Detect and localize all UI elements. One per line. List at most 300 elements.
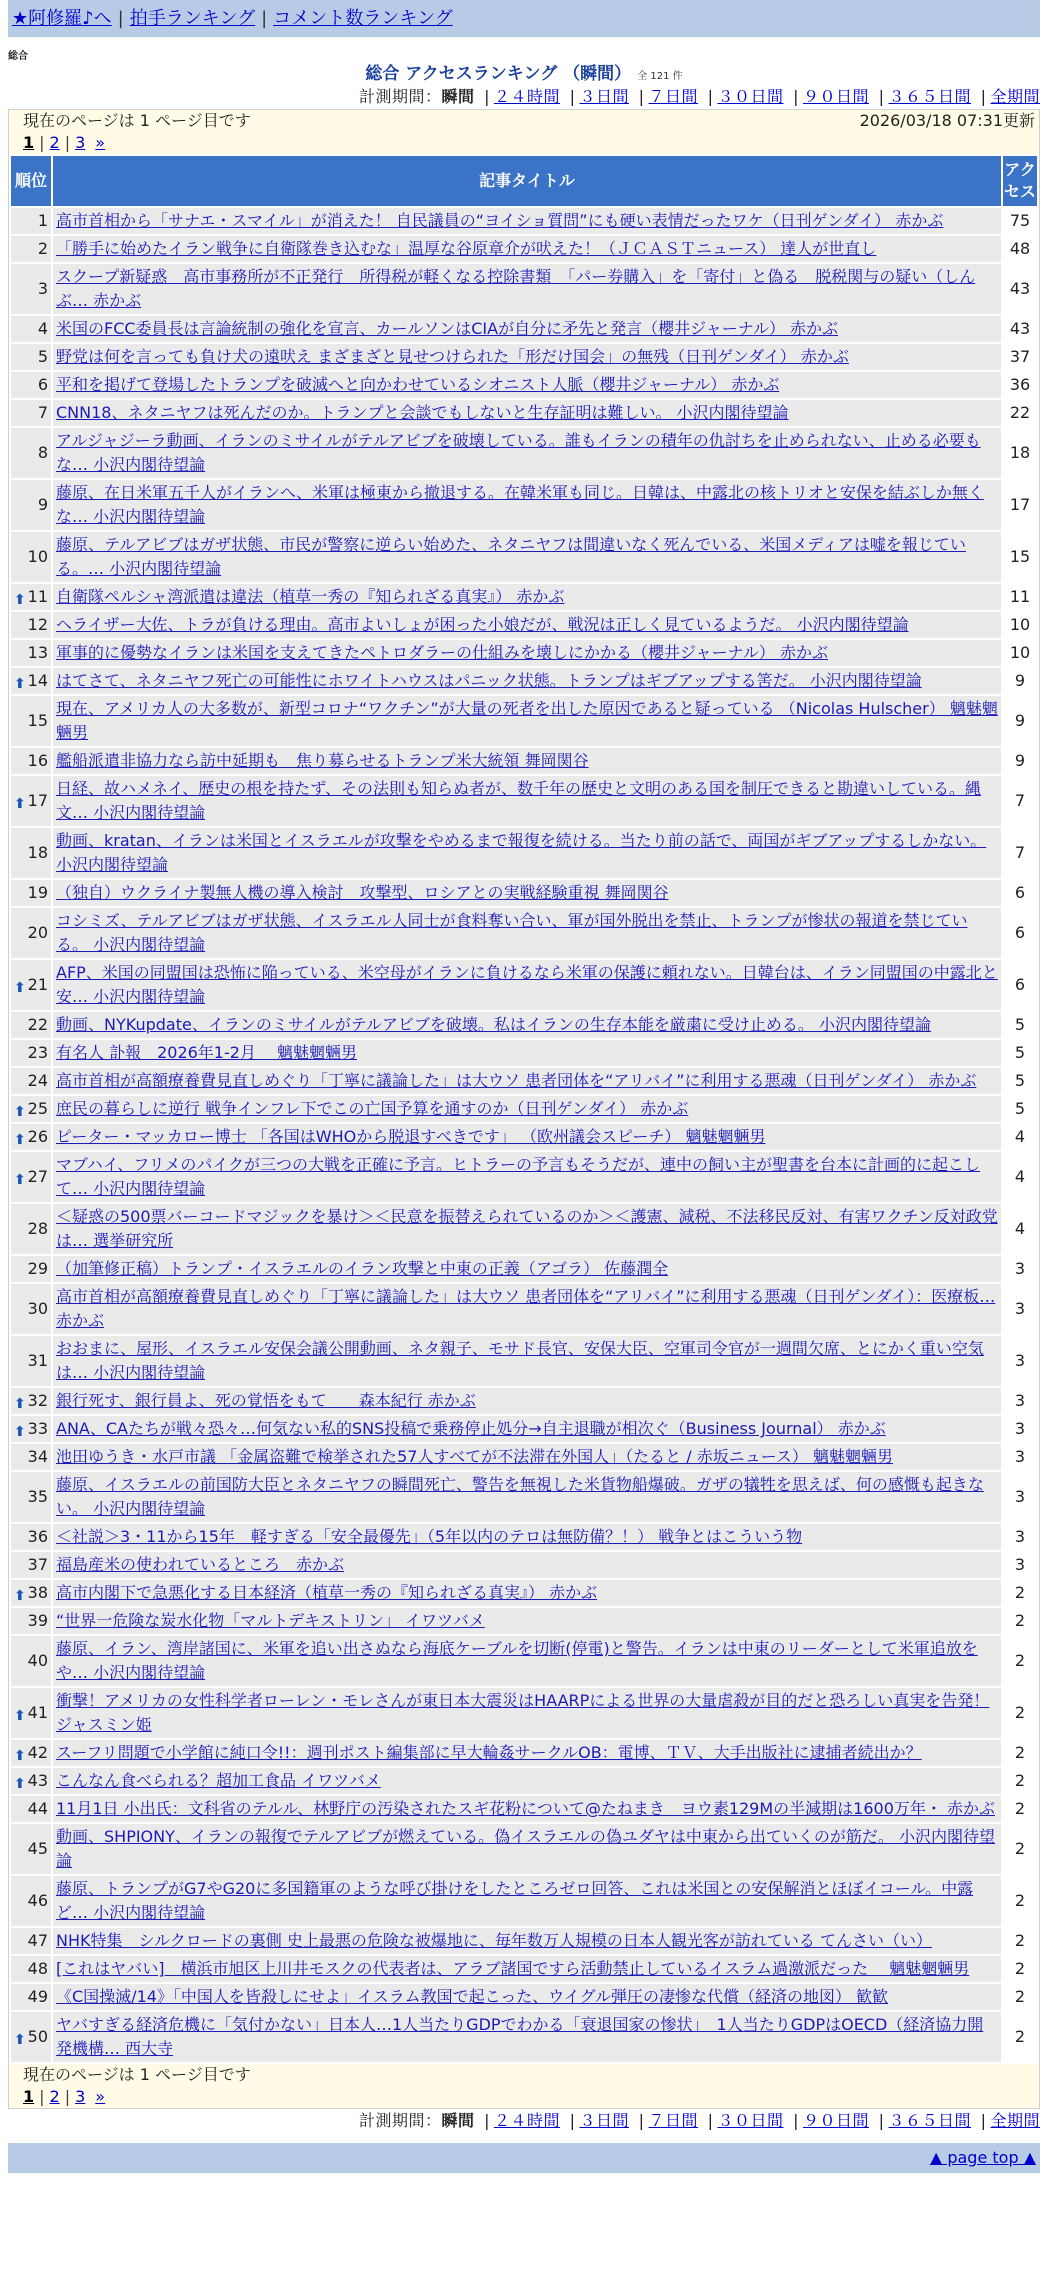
period-365d[interactable]: ３６５日間 xyxy=(888,87,971,106)
title-cell xyxy=(53,236,1001,262)
pager-page-3[interactable]: 3 xyxy=(75,133,86,152)
rank-number: 13 xyxy=(27,643,48,662)
access-count: 48 xyxy=(1003,236,1037,262)
title-cell xyxy=(53,1524,1001,1550)
title-cell xyxy=(53,428,1001,478)
period-all[interactable]: 全期間 xyxy=(990,2111,1040,2130)
table-row xyxy=(11,1444,1037,1470)
title-cell xyxy=(53,1824,1001,1874)
article-link[interactable]: CNN18、ネタニヤフは死んだのか。トランプと会談でもしないと生存証明は難しい。 小沢内閣待望論 xyxy=(56,403,789,422)
access-count: 6 xyxy=(1003,880,1037,906)
article-link[interactable]: 動画、NYKupdate、イランのミサイルがテルアビブを破壊。私はイランの生存本能を厳粛に受け止める。 小沢内閣待望論 xyxy=(56,1015,931,1034)
title-cell xyxy=(53,1336,1001,1386)
article-link[interactable]: 米国のFCC委員長は言論統制の強化を宣言、カールソンはCIAが自分に矛先と発言（櫻井ジャーナル） 赤かぶ xyxy=(56,319,839,338)
rank-cell xyxy=(11,264,51,314)
article-link[interactable]: 高市内閣下で急悪化する日本経済（植草一秀の『知られざる真実』） 赤かぶ xyxy=(56,1583,598,1602)
access-count: 36 xyxy=(1003,372,1037,398)
access-count: 3 xyxy=(1003,1444,1037,1470)
table-row xyxy=(11,1124,1037,1150)
article-link[interactable]: 動画、kratan、イランは米国とイスラエルが攻撃をやめるまで報復を続ける。当たり前の話で、両国がギブアップするしかない。 小沢内閣待望論 xyxy=(56,831,987,874)
article-link[interactable]: 衝撃！アメリカの女性科学者ローレン・モレさんが東日本大震災はHAARPによる世界の大量虐殺が目的だと恐ろしい真実を告発！ ジャスミン姫 xyxy=(56,1691,990,1734)
rank-number: 17 xyxy=(27,791,48,810)
table-row xyxy=(11,776,1037,826)
rank-number: 16 xyxy=(27,751,48,770)
rank-up-arrow-icon: ⬆ xyxy=(14,796,26,812)
period-label: 計測期間： xyxy=(358,2111,442,2130)
article-link[interactable]: ANA、CAたちが戦々恐々…何気ない私的SNS投稿で乗務停止処分→自主退職が相次ぐ（Business Journal） 赤かぶ xyxy=(56,1419,886,1438)
access-count: 5 xyxy=(1003,1096,1037,1122)
table-row xyxy=(11,1956,1037,1982)
pager-top: 1 | 2 | 3 » xyxy=(23,133,106,152)
rank-cell xyxy=(11,480,51,530)
pager-page-2[interactable]: 2 xyxy=(49,2087,60,2106)
table-row xyxy=(11,1608,1037,1634)
title-cell xyxy=(53,776,1001,826)
title-cell xyxy=(53,316,1001,342)
rank-number: 48 xyxy=(27,1959,48,1978)
rank-number: 14 xyxy=(27,671,48,690)
pager-next[interactable]: » xyxy=(95,133,106,152)
top-nav xyxy=(8,0,1040,37)
rank-number: 39 xyxy=(27,1611,48,1630)
rank-cell xyxy=(11,1204,51,1254)
article-link[interactable]: スクープ新疑惑 高市事務所が不正発行 所得税が軽くなる控除書類 「パー券購入」を「寄付」と偽る 脱税関与の疑い（しんぶ… 赤かぶ xyxy=(56,267,976,310)
article-link[interactable]: コシミズ、テルアビブはガザ状態、イスラエル人同士が食料奪い合い、軍が国外脱出を禁止、トランプが惨状の報道を禁じている。 小沢内閣待望論 xyxy=(56,911,968,954)
title-cell xyxy=(53,960,1001,1010)
rank-cell xyxy=(11,1768,51,1794)
table-row xyxy=(11,748,1037,774)
table-row xyxy=(11,1336,1037,1386)
article-link[interactable]: 池田ゆうき・水戸市議 「金属盗難で検挙された57人すべてが不法滞在外国人」（たると / 赤坂ニュース） 魑魅魍魎男 xyxy=(56,1447,893,1466)
table-row xyxy=(11,1796,1037,1822)
total-count: 全 121 件 xyxy=(637,71,683,82)
period-24h[interactable]: ２４時間 xyxy=(493,87,560,106)
rank-cell xyxy=(11,1636,51,1686)
access-count: 3 xyxy=(1003,1472,1037,1522)
access-count: 2 xyxy=(1003,1608,1037,1634)
access-count: 3 xyxy=(1003,1552,1037,1578)
article-link[interactable]: 高市首相が高額療養費見直しめぐり「丁寧に議論した」は大ウソ 患者団体を“アリバイ”に利用する悪魂（日刊ゲンダイ） 赤かぶ xyxy=(56,1071,977,1090)
rank-cell xyxy=(11,1740,51,1766)
title-cell xyxy=(53,1284,1001,1334)
access-count: 2 xyxy=(1003,1984,1037,2010)
access-count: 43 xyxy=(1003,316,1037,342)
access-count: 2 xyxy=(1003,1796,1037,1822)
rank-up-arrow-icon: ⬆ xyxy=(14,1776,26,1792)
article-link[interactable]: ヘライザー大佐、トラが負ける理由。高市よいしょが困った小娘だが、戦況は正しく見ているようだ。 小沢内閣待望論 xyxy=(56,615,909,634)
rank-cell xyxy=(11,372,51,398)
rank-cell xyxy=(11,1444,51,1470)
article-link[interactable]: NHK特集 シルクロードの裏側 史上最悪の危険な被爆地に、毎年数万人規模の日本人観光客が訪れている てんさい（い） xyxy=(56,1931,932,1950)
table-row xyxy=(11,400,1037,426)
table-row xyxy=(11,960,1037,1010)
article-link[interactable]: 銀行死す、銀行員よ、死の覚悟をもて 森本紀行 赤かぶ xyxy=(56,1391,476,1410)
table-row xyxy=(11,1928,1037,1954)
access-count: 43 xyxy=(1003,264,1037,314)
nav-separator: | xyxy=(117,8,124,29)
article-link[interactable]: 高市首相から「サナエ・スマイル」が消えた！ 自民議員の“ヨイショ質問”にも硬い表情だったワケ（日刊ゲンダイ） 赤かぶ xyxy=(56,211,944,230)
article-link[interactable]: 平和を掲げて登場したトランプを破滅へと向かわせているシオニスト人脈（櫻井ジャーナル） 赤かぶ xyxy=(56,375,780,394)
table-row xyxy=(11,880,1037,906)
col-rank-header: 順位 xyxy=(11,156,51,206)
rank-number: 29 xyxy=(27,1259,48,1278)
rank-up-arrow-icon: ⬆ xyxy=(14,1104,26,1120)
article-link[interactable]: AFP、米国の同盟国は恐怖に陥っている、米空母がイランに負けるなら米軍の保護に頼れない。日韓台は、イラン同盟国の中露北と安… 小沢内閣待望論 xyxy=(56,963,998,1006)
title-cell xyxy=(53,1636,1001,1686)
rank-number: 36 xyxy=(27,1527,48,1546)
rank-cell xyxy=(11,960,51,1010)
title-cell xyxy=(53,1608,1001,1634)
article-link[interactable]: 軍事的に優勢なイランは米国を支えてきたペトロダラーの仕組みを壊しにかかる（櫻井ジャーナル） 赤かぶ xyxy=(56,643,828,662)
pager-current: 1 xyxy=(23,133,35,152)
rank-cell xyxy=(11,584,51,610)
article-link[interactable]: こんなん食べられる？超加工食品 イワツバメ xyxy=(56,1771,381,1790)
rank-cell xyxy=(11,612,51,638)
rank-number: 37 xyxy=(27,1555,48,1574)
category-tag: 総合 xyxy=(8,51,28,62)
rank-cell xyxy=(11,1152,51,1202)
access-count: 17 xyxy=(1003,480,1037,530)
title-cell xyxy=(53,880,1001,906)
rank-number: 22 xyxy=(27,1015,48,1034)
access-count: 4 xyxy=(1003,1204,1037,1254)
table-row xyxy=(11,264,1037,314)
access-count: 37 xyxy=(1003,344,1037,370)
pager-bottom: 1 | 2 | 3 » xyxy=(23,2087,106,2106)
rank-number: 21 xyxy=(27,975,48,994)
table-row xyxy=(11,480,1037,530)
page-info-bottom xyxy=(9,2064,1039,2086)
title-cell xyxy=(53,1688,1001,1738)
title-cell xyxy=(53,828,1001,878)
title-cell xyxy=(53,1740,1001,1766)
ranking-rows xyxy=(11,208,1037,2062)
rank-cell xyxy=(11,1608,51,1634)
rank-number: 27 xyxy=(27,1167,48,1186)
rank-up-arrow-icon: ⬆ xyxy=(14,1748,26,1764)
article-link[interactable]: 日経、故ハメネイ、歴史の根を持たず、その法則も知らぬ者が、数千年の歴史と文明のある国を制圧できると勘違いしている。縄文… 小沢内閣待望論 xyxy=(56,779,981,822)
article-link[interactable]: ピーター・マッカロー博士 「各国はWHOから脱退すべきです」 （欧州議会スピーチ） 魑魅魍魎男 xyxy=(56,1127,766,1146)
table-row xyxy=(11,1580,1037,1606)
access-count: 2 xyxy=(1003,1956,1037,1982)
table-row xyxy=(11,1256,1037,1282)
title-cell xyxy=(53,1928,1001,1954)
page-title xyxy=(8,63,1040,85)
page-info-text: 現在のページは 1 ページ目です xyxy=(23,2065,251,2084)
rank-number: 43 xyxy=(27,1771,48,1790)
article-link[interactable]: スーフリ問題で小学館に純口令!!：週刊ポスト編集部に早大輪姦サークルOB：電博、ＴＶ、大手出版社に逮捕者続出か？ xyxy=(56,1743,922,1762)
title-cell xyxy=(53,612,1001,638)
rank-cell xyxy=(11,1012,51,1038)
rank-cell xyxy=(11,668,51,694)
footer-bar xyxy=(8,2143,1040,2173)
title-cell xyxy=(53,1580,1001,1606)
rank-cell xyxy=(11,1928,51,1954)
rank-up-arrow-icon: ⬆ xyxy=(14,1588,26,1604)
access-count: 5 xyxy=(1003,1012,1037,1038)
article-link[interactable]: 11月1日 小出氏：文科省のテルル、林野庁の汚染されたスギ花粉について@たねまき ヨウ素129Mの半減期は1600万年・ 赤かぶ xyxy=(56,1799,995,1818)
period-3d[interactable]: ３日間 xyxy=(579,87,629,106)
pager-next[interactable]: » xyxy=(95,2087,106,2106)
table-row xyxy=(11,1040,1037,1066)
rank-cell xyxy=(11,1580,51,1606)
rank-number: 15 xyxy=(27,711,48,730)
rank-number: 12 xyxy=(27,615,48,634)
access-count: 7 xyxy=(1003,828,1037,878)
article-link[interactable]: 藤原、イスラエルの前国防大臣とネタニヤフの瞬間死亡、警告を無視した米貨物船爆破。ガザの犠牲を思えば、何の感慨も起きない。 小沢内閣待望論 xyxy=(56,1475,984,1518)
title-cell xyxy=(53,1040,1001,1066)
table-row xyxy=(11,1012,1037,1038)
page-info-text: 現在のページは 1 ページ目です xyxy=(23,111,251,130)
article-link[interactable]: はてさて、ネタニヤフ死亡の可能性にホワイトハウスはパニック状態。トランプはギブアップする筈だ。 小沢内閣待望論 xyxy=(56,671,922,690)
pager-page-2[interactable]: 2 xyxy=(49,133,60,152)
access-count: 9 xyxy=(1003,696,1037,746)
title-cell xyxy=(53,2012,1001,2062)
pager-current: 1 xyxy=(23,2087,35,2106)
article-link[interactable]: 動画、SHPIONY、イランの報復でテルアビブが燃えている。偽イスラエルの偽ユダヤは中東から出ていくのが筋だ。 小沢内閣待望論 xyxy=(56,1827,996,1870)
rank-cell xyxy=(11,1796,51,1822)
rank-number: 7 xyxy=(37,403,48,422)
article-link[interactable]: “世界一危険な炭水化物「マルトデキストリン」 イワツバメ xyxy=(56,1611,485,1630)
rank-cell xyxy=(11,344,51,370)
access-count: 2 xyxy=(1003,2012,1037,2062)
title-cell xyxy=(53,208,1001,234)
rank-number: 3 xyxy=(37,279,48,298)
article-link[interactable]: 現在、アメリカ人の大多数が、新型コロナ“ワクチン”が大量の死者を出した原因であると疑っている （Nicolas Hulscher） 魑魅魍魎男 xyxy=(56,699,998,742)
rank-cell xyxy=(11,828,51,878)
access-count: 6 xyxy=(1003,908,1037,958)
article-link[interactable]: 自衛隊ペルシャ湾派遣は違法（植草一秀の『知られざる真実』） 赤かぶ xyxy=(56,587,565,606)
title-cell xyxy=(53,400,1001,426)
title-cell xyxy=(53,372,1001,398)
access-count: 10 xyxy=(1003,612,1037,638)
title-cell xyxy=(53,1256,1001,1282)
rank-up-arrow-icon: ⬆ xyxy=(14,1424,26,1440)
article-link[interactable]: 藤原、イラン、湾岸諸国に、米軍を追い出さぬなら海底ケーブルを切断(停電)と警告。イランは中東のリーダーとして米軍追放をや… 小沢内閣待望論 xyxy=(56,1639,978,1682)
title-cell xyxy=(53,1096,1001,1122)
table-row xyxy=(11,372,1037,398)
rank-cell xyxy=(11,1472,51,1522)
access-count: 3 xyxy=(1003,1336,1037,1386)
table-row xyxy=(11,584,1037,610)
table-row xyxy=(11,1416,1037,1442)
updated-timestamp: 2026/03/18 07:31更新 xyxy=(859,111,1035,130)
article-link[interactable]: 藤原、トランプがG7やG20に多国籍軍のような呼び掛けをしたところゼロ回答、これは米国との安保解消とほぼイコール。中露ど… 小沢内閣待望論 xyxy=(56,1879,974,1922)
title-cell xyxy=(53,1876,1001,1926)
title-cell xyxy=(53,1768,1001,1794)
rank-cell xyxy=(11,1124,51,1150)
rank-number: 18 xyxy=(27,843,48,862)
table-row xyxy=(11,1388,1037,1414)
article-link[interactable]: 庶民の暮らしに逆行 戦争インフレ下でこの亡国予算を通すのか（日刊ゲンダイ） 赤かぶ xyxy=(56,1099,689,1118)
article-link[interactable]: 「勝手に始めたイラン戦争に自衛隊巻き込むな」温厚な谷原章介が吠えた！（ＪＣＡＳＴニュース） 達人が世直し xyxy=(56,239,877,258)
title-cell xyxy=(53,1388,1001,1414)
period-label: 計測期間： xyxy=(358,87,442,106)
rank-number: 6 xyxy=(37,375,48,394)
title-cell xyxy=(53,1124,1001,1150)
period-current: 瞬間 xyxy=(441,2111,475,2130)
access-count: 2 xyxy=(1003,1688,1037,1738)
table-row xyxy=(11,532,1037,582)
access-count: 2 xyxy=(1003,1740,1037,1766)
home-link[interactable]: ★阿修羅♪へ xyxy=(12,8,112,29)
table-row xyxy=(11,1768,1037,1794)
rank-cell xyxy=(11,1984,51,2010)
access-count: 5 xyxy=(1003,1040,1037,1066)
period-7d[interactable]: ７日間 xyxy=(648,87,698,106)
rank-cell xyxy=(11,1688,51,1738)
rank-number: 4 xyxy=(37,319,48,338)
access-count: 2 xyxy=(1003,1580,1037,1606)
article-link[interactable]: 福島産米の使われているところ 赤かぶ xyxy=(56,1555,345,1574)
title-cell xyxy=(53,1472,1001,1522)
rank-number: 40 xyxy=(27,1651,48,1670)
title-cell xyxy=(53,1444,1001,1470)
article-link[interactable]: アルジャジーラ動画、イランのミサイルがテルアビブを破壊している。誰もイランの積年の仇討ちを止められない、止める必要もな… 小沢内閣待望論 xyxy=(56,431,981,474)
access-count: 9 xyxy=(1003,748,1037,774)
table-row xyxy=(11,1152,1037,1202)
article-link[interactable]: 高市首相が高額療養費見直しめぐり「丁寧に議論した」は大ウソ 患者団体を“アリバイ”に利用する悪魂（日刊ゲンダイ）：医療板… 赤かぶ xyxy=(56,1287,996,1330)
rank-up-arrow-icon: ⬆ xyxy=(14,1172,26,1188)
rank-number: 33 xyxy=(27,1419,48,1438)
rank-number: 50 xyxy=(27,2027,48,2046)
article-link[interactable]: マブハイ、フリメのパイクが三つの大戦を正確に予言。ヒトラーの予言もそうだが、連中の飼い主が聖書を台本に計画的に起こして… 小沢内閣待望論 xyxy=(56,1155,981,1198)
rank-number: 19 xyxy=(27,883,48,902)
article-link[interactable]: ヤバすぎる経済危機に「気付かない」日本人…1人当たりGDPでわかる「衰退国家の惨状」 1人当たりGDPはOECD（経済協力開発機構… 西大寺 xyxy=(56,2015,984,2058)
article-link[interactable]: 《C国操滅/14》「中国人を皆殺しにせよ」イスラム教国で起こった、ウイグル弾圧の凄惨な代償（経済の地図） 歓歓 xyxy=(56,1987,889,2006)
table-row xyxy=(11,1552,1037,1578)
title-cell xyxy=(53,908,1001,958)
rank-cell xyxy=(11,1096,51,1122)
rank-cell xyxy=(11,776,51,826)
table-row xyxy=(11,1636,1037,1686)
rank-cell xyxy=(11,400,51,426)
rank-up-arrow-icon: ⬆ xyxy=(14,676,26,692)
article-link[interactable]: 有名人 訃報 2026年1-2月 魑魅魍魎男 xyxy=(56,1043,358,1062)
table-row xyxy=(11,236,1037,262)
rank-number: 20 xyxy=(27,923,48,942)
access-count: 9 xyxy=(1003,668,1037,694)
title-cell xyxy=(53,1416,1001,1442)
rank-number: 35 xyxy=(27,1487,48,1506)
rank-cell xyxy=(11,208,51,234)
article-link[interactable]: 藤原、在日米軍五千人がイランへ、米軍は極東から撤退する。在韓米軍も同じ。日韓は、中露北の核トリオと安保を結ぶしか無くな… 小沢内閣待望論 xyxy=(56,483,984,526)
title-cell xyxy=(53,1956,1001,1982)
article-link[interactable]: おおまに、屋形、イスラエル安保会議公開動画、ネタ親子、モサド長官、安保大臣、空軍司令官が一週間欠席、とにかく重い空気は… 小沢内閣待望論 xyxy=(56,1339,984,1382)
period-3d[interactable]: ３日間 xyxy=(579,2111,629,2130)
rank-number: 8 xyxy=(37,443,48,462)
access-count: 2 xyxy=(1003,1636,1037,1686)
rank-number: 46 xyxy=(27,1891,48,1910)
rank-number: 32 xyxy=(27,1391,48,1410)
ranking-title: 総合 アクセスランキング （瞬間） xyxy=(365,64,632,84)
article-link[interactable]: 藤原、テルアビブはガザ状態、市民が警察に逆らい始めた、ネタニヤフは間違いなく死んでいる、米国メディアは嘘を報じている。… 小沢内閣待望論 xyxy=(56,535,966,578)
col-access-header: アクセス xyxy=(1003,156,1037,206)
comment-ranking-link[interactable]: コメント数ランキング xyxy=(273,8,453,29)
rank-cell xyxy=(11,640,51,666)
period-30d[interactable]: ３０日間 xyxy=(717,87,784,106)
rank-number: 47 xyxy=(27,1931,48,1950)
article-link[interactable]: ＜社説＞3・11から15年 軽すぎる「安全最優先」（5年以内のテロは無防備？！） 戦争とはこういう物 xyxy=(56,1527,803,1546)
article-link[interactable]: （独自）ウクライナ製無人機の導入検討 攻撃型、ロシアとの実戦経験重視 舞岡関谷 xyxy=(56,883,669,902)
article-link[interactable]: （加筆修正稿）トランプ・イスラエルのイラン攻撃と中東の正義（アゴラ） 佐藤潤全 xyxy=(56,1259,669,1278)
nav-separator: | xyxy=(261,8,268,29)
rank-cell xyxy=(11,236,51,262)
table-row xyxy=(11,344,1037,370)
rank-cell xyxy=(11,1336,51,1386)
rank-number: 34 xyxy=(27,1447,48,1466)
period-90d[interactable]: ９０日間 xyxy=(802,2111,869,2130)
article-link[interactable]: ＜疑惑の500票バーコードマジックを暴け＞＜民意を振替えられているのか＞＜護憲、減税、不法移民反対、有害ワクチン反対政党は… 選挙研究所 xyxy=(56,1207,998,1250)
rank-up-arrow-icon: ⬆ xyxy=(14,592,26,608)
rank-number: 49 xyxy=(27,1987,48,2006)
page xyxy=(8,0,1040,2173)
table-row xyxy=(11,1284,1037,1334)
period-30d[interactable]: ３０日間 xyxy=(717,2111,784,2130)
page-top-link[interactable]: ▲ page top ▲ xyxy=(929,2148,1036,2167)
period-365d[interactable]: ３６５日間 xyxy=(888,2111,971,2130)
period-24h[interactable]: ２４時間 xyxy=(493,2111,560,2130)
period-all[interactable]: 全期間 xyxy=(990,87,1040,106)
access-count: 6 xyxy=(1003,960,1037,1010)
table-row xyxy=(11,1204,1037,1254)
table-row xyxy=(11,1472,1037,1522)
access-count: 2 xyxy=(1003,1928,1037,1954)
access-count: 5 xyxy=(1003,1068,1037,1094)
table-row xyxy=(11,612,1037,638)
rank-up-arrow-icon: ⬆ xyxy=(14,1708,26,1724)
article-link[interactable]: [これはヤバい] 横浜市旭区上川井モスクの代表者は、アラブ諸国ですら活動禁止しているイスラム過激派だった 魑魅魍魎男 xyxy=(56,1959,970,1978)
rank-cell xyxy=(11,748,51,774)
clap-ranking-link[interactable]: 拍手ランキング xyxy=(129,8,256,29)
title-cell xyxy=(53,640,1001,666)
table-row xyxy=(11,1096,1037,1122)
title-cell xyxy=(53,532,1001,582)
rank-cell xyxy=(11,1068,51,1094)
table-row xyxy=(11,668,1037,694)
title-cell xyxy=(53,1068,1001,1094)
rank-cell xyxy=(11,1824,51,1874)
title-cell xyxy=(53,1152,1001,1202)
table-row xyxy=(11,696,1037,746)
rank-cell xyxy=(11,532,51,582)
rank-cell xyxy=(11,1040,51,1066)
rank-number: 5 xyxy=(37,347,48,366)
period-90d[interactable]: ９０日間 xyxy=(802,87,869,106)
table-row xyxy=(11,1524,1037,1550)
rank-number: 26 xyxy=(27,1127,48,1146)
rank-number: 2 xyxy=(37,239,48,258)
period-selector-top: 計測期間：瞬間 | ２４時間 | ３日間 | ７日間 | ３０日間 | ９０日間 | ３６５日間 | 全期間 xyxy=(358,87,1040,106)
title-cell xyxy=(53,1012,1001,1038)
article-link[interactable]: 野党は何を言っても負け犬の遠吠え まざまざと見せつけられた「形だけ国会」の無残（日刊ゲンダイ） 赤かぶ xyxy=(56,347,849,366)
rank-cell xyxy=(11,1956,51,1982)
access-count: 10 xyxy=(1003,640,1037,666)
rank-number: 31 xyxy=(27,1351,48,1370)
table-row xyxy=(11,908,1037,958)
title-cell xyxy=(53,344,1001,370)
period-7d[interactable]: ７日間 xyxy=(648,2111,698,2130)
rank-up-arrow-icon: ⬆ xyxy=(14,980,26,996)
page-info-top xyxy=(9,110,1039,132)
title-cell xyxy=(53,668,1001,694)
pager-page-3[interactable]: 3 xyxy=(75,2087,86,2106)
access-count: 22 xyxy=(1003,400,1037,426)
access-count: 7 xyxy=(1003,776,1037,826)
table-row xyxy=(11,1984,1037,2010)
period-current: 瞬間 xyxy=(441,87,475,106)
article-link[interactable]: 艦船派遣非協力なら訪中延期も 焦り募らせるトランプ米大統領 舞岡関谷 xyxy=(56,751,589,770)
